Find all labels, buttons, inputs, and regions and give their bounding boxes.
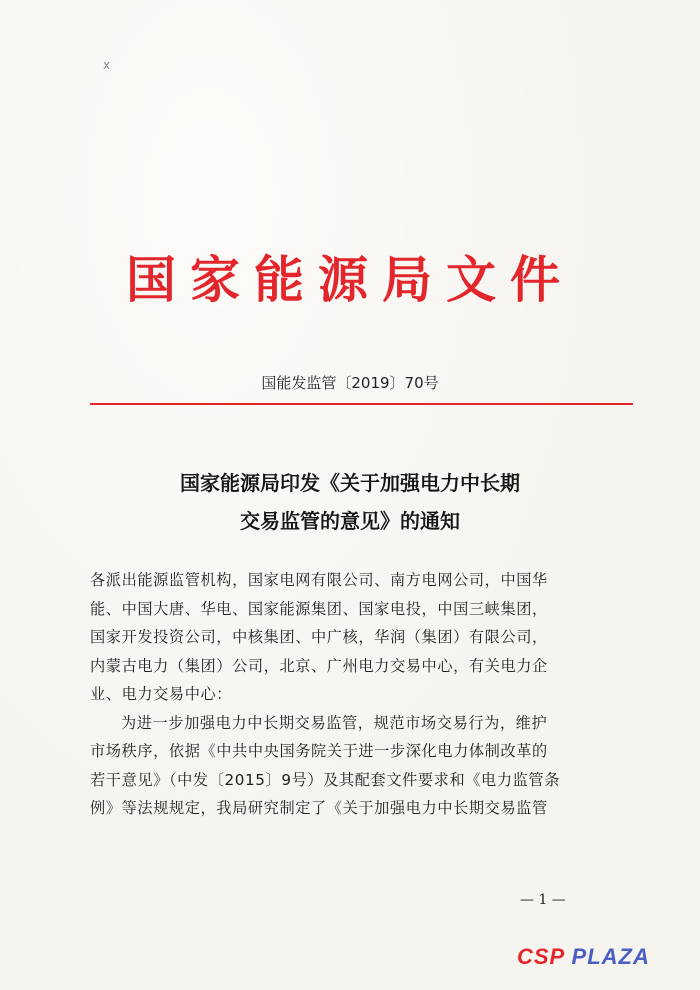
body-line: 内蒙古电力（集团）公司，北京、广州电力交易中心，有关电力企 <box>90 656 548 675</box>
body-line: 若干意见》（中发〔2015〕9号）及其配套文件要求和《电力监管条 <box>90 770 560 789</box>
page-number: — 1 — <box>520 892 566 908</box>
watermark-part-2: PLAZA <box>571 944 650 969</box>
body-line: 能、中国大唐、华电、国家能源集团、国家电投，中国三峡集团， <box>90 599 548 618</box>
faint-mark: x <box>103 58 111 72</box>
notice-title-line-2: 交易监管的意见》的通知 <box>240 509 460 533</box>
header-title: 国家能源局文件 <box>126 250 574 309</box>
notice-title <box>0 464 700 540</box>
red-divider-line <box>90 403 633 405</box>
body-text <box>90 566 638 823</box>
body-line: 各派出能源监管机构，国家电网有限公司、南方电网公司，中国华 <box>90 571 548 589</box>
body-line: 为进一步加强电力中长期交易监管，规范市场交易行为，维护 <box>121 713 548 732</box>
body-line: 国家开发投资公司，中核集团、中广核，华润（集团）有限公司， <box>90 628 548 646</box>
watermark-part-1: CSP <box>517 944 565 969</box>
notice-title-line-1: 国家能源局印发《关于加强电力中长期 <box>180 471 520 495</box>
body-line: 例》等法规规定，我局研究制定了《关于加强电力中长期交易监管 <box>90 799 548 817</box>
body-line: 市场秩序，依据《中共中央国务院关于进一步深化电力体制改革的 <box>90 742 548 760</box>
csp-plaza-watermark <box>517 944 650 970</box>
body-line: 业、电力交易中心： <box>90 685 233 703</box>
document-number: 国能发监管〔2019〕70号 <box>261 374 439 392</box>
